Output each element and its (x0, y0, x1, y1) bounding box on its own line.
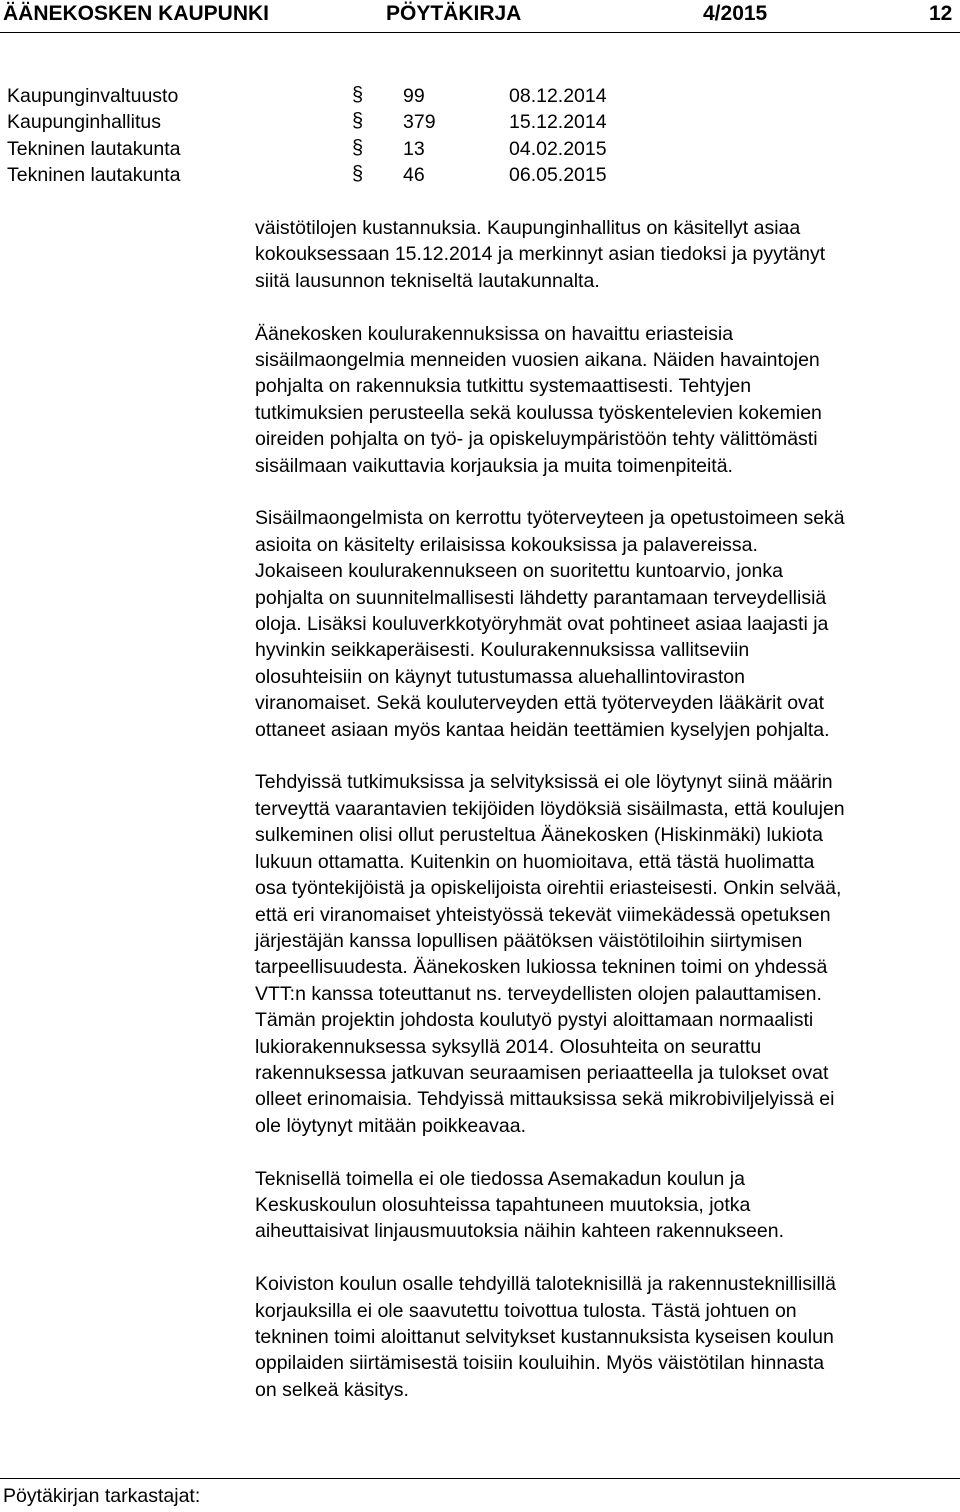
reference-body: Kaupunginvaltuusto (7, 85, 179, 107)
reference-body: Kaupunginhallitus (7, 111, 161, 134)
page-header (0, 0, 960, 34)
paragraph: Äänekosken koulurakennuksissa on havaittu eriasteisia sisäilmaongelmia menneiden vuosien aikana. Näiden havaintojen pohjalta on rakennuksia tutkittu systemaattisesti. Tehtyjen tutkimuksien perusteella sekä koulussa työskentelevien kokemien oireiden pohjalta on työ- ja opiskeluympäristöön tehty välittömästi sisäilmaan vaikuttavia korjauksia ja muita toimenpiteitä. (255, 322, 822, 477)
organization-name: ÄÄNEKOSKEN KAUPUNKI (3, 2, 270, 25)
minutes-checkers-label: Pöytäkirjan tarkastajat: (3, 1485, 201, 1507)
document-type: PÖYTÄKIRJA (386, 2, 522, 25)
reference-row (0, 136, 700, 162)
document-number: 4/2015 (703, 2, 768, 25)
reference-date: 06.05.2015 (509, 163, 607, 186)
paragraph: Teknisellä toimella ei ole tiedossa Asemakadun koulun ja Keskuskoulun olosuhteissa tapahtuneen muutoksia, jotka aiheuttaisivat linjausmuutoksia näihin kahteen rakennukseen. (255, 1167, 785, 1243)
section-sign-icon: § (352, 162, 364, 185)
reference-number: 46 (403, 163, 425, 186)
document-body (255, 215, 955, 1430)
reference-date: 04.02.2015 (509, 137, 607, 160)
section-sign-icon: § (352, 136, 364, 159)
reference-number: 99 (403, 85, 425, 107)
reference-number: 379 (403, 111, 436, 134)
reference-row (0, 109, 700, 135)
reference-number: 13 (403, 137, 425, 160)
reference-date: 08.12.2014 (509, 85, 607, 107)
header-divider (0, 32, 960, 33)
paragraph: Tehdyissä tutkimuksissa ja selvityksissä ei ole löytynyt siinä määrin terveyttä vaarantavien tekijöiden löydöksiä sisäilmasta, että koulujen sulkeminen olisi ollut perusteltua Äänekosken (Hiskinmäki) lukiota lukuun ottamatta. Kuitenkin on huomioitava, että tästä huolimatta osa työntekijöistä ja opiskelijoista oirehtii eriasteisesti. Onkin selvää, että eri viranomaiset yhteistyössä tekevät viimekädessä opetuksen järjestäjän kanssa lopullisen päätöksen väistötiloihin siirtymisen tarpeellisuudesta. Äänekosken lukiossa tekninen toimi on yhdessä VTT:n kanssa toteuttanut ns. terveydellisten olojen palauttamisen. Tämän projektin johdosta koulutyö pystyi aloittamaan normaalisti lukiorakennuksessa syksyllä 2014. Olosuhteita on seurattu rakennuksessa jatkuvan seuraamisen periaatteella ja tulokset ovat olleet erinomaisia. Tehdyissä mittauksissa sekä mikrobiviljelyissä ei ole löytynyt mitään poikkeavaa. (255, 771, 845, 1137)
reference-body: Tekninen lautakunta (7, 163, 181, 186)
section-sign-icon: § (352, 84, 364, 106)
reference-row (0, 83, 700, 109)
paragraph: Koiviston koulun osalle tehdyillä taloteknisillä ja rakennusteknillisillä korjauksilla ei ole saavutettu toivottua tulosta. Tästä johtuen on tekninen toimi aloittanut selvitykset kustannuksista kyseisen koulun oppilaiden siirtämisestä toisiin kouluihin. Myös väistötilan hinnasta on selkeä käsitys. (255, 1273, 836, 1401)
footer-divider (0, 1478, 960, 1479)
page-number: 12 (929, 2, 953, 25)
paragraph: väistötilojen kustannuksia. Kaupunginhallitus on käsitellyt asiaa kokouksessaan 15.12.2014 ja merkinnyt asian tiedoksi ja pyytänyt siitä lausunnon tekniseltä lautakunnalta. (255, 217, 826, 292)
section-sign-icon: § (352, 110, 364, 133)
reference-body: Tekninen lautakunta (7, 137, 181, 160)
meeting-references (0, 83, 700, 188)
paragraph: Sisäilmaongelmista on kerrottu työterveyteen ja opetustoimeen sekä asioita on käsitelty erilaisissa kokouksissa ja palavereissa. Jokaiseen koulurakennukseen on suoritettu kuntoarvio, jonka pohjalta on suunnitelmallisesti lähdetty parantamaan terveydellisiä oloja. Lisäksi kouluverkkotyöryhmät ovat pohtineet asiaa laajasti ja hyvinkin seikkaperäisesti. Koulurakennuksissa vallitseviin olosuhteisiin on käynyt tutustumassa aluehallintoviraston viranomaiset. Sekä kouluterveyden että työterveyden lääkärit ovat ottaneet asiaan myös kantaa heidän teettämien kyselyjen pohjalta. (255, 507, 845, 741)
reference-date: 15.12.2014 (509, 111, 607, 134)
reference-row (0, 162, 700, 188)
